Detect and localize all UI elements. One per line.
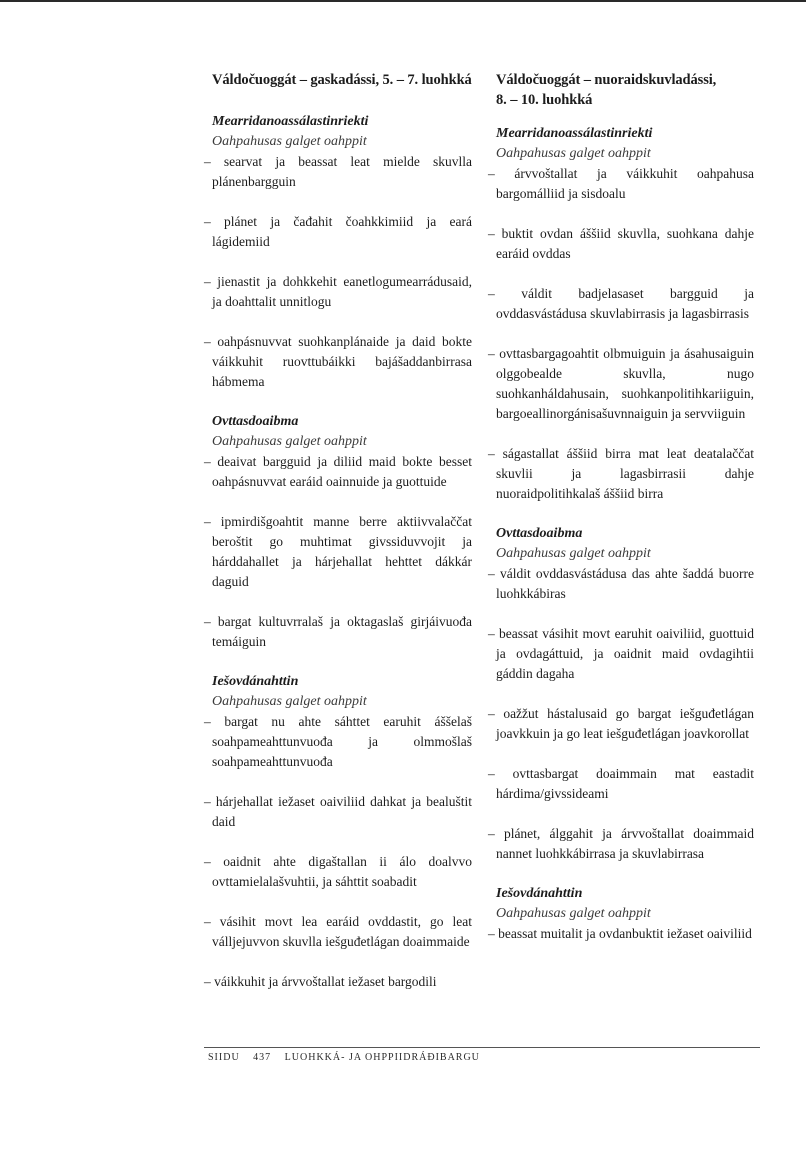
list-item: – oahpásnuvvat suohkanplánaide ja daid bokte váikkuhit ruovttubáikki bajášaddanbirrasa hábmema <box>204 334 472 389</box>
list-item: – vásihit movt lea earáid ovddastit, go leat válljejuvvon skuvlla iešguđetlágan doaimmaide <box>204 914 472 949</box>
running-title: LUOHKKÁ- JA OHPPIIDRÁĐIBARGU <box>284 1052 480 1063</box>
list-item: – árvvoštallat ja váikkuhit oahpahusa bargomálliid ja sisdoalu <box>488 166 754 201</box>
right-section-title: Ovttasdoaibma <box>496 526 583 541</box>
left-column-heading: Váldočuoggát – gaskadássi, 5. – 7. luohkká <box>212 72 472 88</box>
list-item: – searvat ja beassat leat mielde skuvlla plánenbargguin <box>204 154 472 189</box>
list-item: – buktit ovdan áššiid skuvlla, suohkana dahje earáid ovddas <box>488 226 754 261</box>
list-item: – beassat vásihit movt earuhit oaiviliid, guottuid ja ovdagáttuid, ja oaidnit maid ovdagihtii gáddin dagaha <box>488 626 754 681</box>
list-item: – oaidnit ahte digaštallan ii álo doalvvo ovttamielalašvuhtii, ja sáhttit soabadit <box>204 854 472 889</box>
list-item: – beassat muitalit ja ovdanbuktit iežaset oaiviliid <box>488 926 752 941</box>
list-item: – plánet, álggahit ja árvvoštallat doaimmaid nannet luohkkábirrasa ja skuvlabirrasa <box>488 826 754 861</box>
left-section-subtitle: Oahpahusas galget oahppit <box>212 134 367 149</box>
page-label: SIIDU <box>208 1052 240 1063</box>
left-section-subtitle: Oahpahusas galget oahppit <box>212 434 367 449</box>
page-number: 437 <box>253 1052 272 1063</box>
list-item: – jienastit ja dohkkehit eanetlogumearrádusaid, ja doahttalit unnitlogu <box>204 274 472 309</box>
right-column-heading: Váldočuoggát – nuoraidskuvladássi, 8. – 10. luohkká <box>496 72 717 108</box>
list-item: – váldit ovddasvástádusa das ahte šaddá buorre luohkkábiras <box>488 566 754 601</box>
list-item: – váldit badjelasaset bargguid ja ovddasvástádusa skuvlabirrasis ja lagasbirrasis <box>488 286 754 321</box>
right-section-subtitle: Oahpahusas galget oahppit <box>496 546 651 561</box>
top-rule <box>0 0 806 2</box>
list-item: – ovttasbargagoahtit olbmuiguin ja ásahusaiguin olggobealde skuvlla, nugo suohkanháldahusain, suohkanpolitihkariiguin, bargoeallinorgánisašuvnnaiguin ja servviiguin <box>488 346 754 421</box>
list-item: – plánet ja čađahit čoahkkimiid ja eará lágidemiid <box>204 214 472 249</box>
footer-rule <box>204 1047 760 1048</box>
list-item: – oažžut hástalusaid go bargat iešguđetlágan joavkkuin ja go leat iešguđetlágan joavkorollat <box>488 706 754 741</box>
list-item: – váikkuhit ja árvvoštallat iežaset bargodili <box>204 974 437 989</box>
list-item: – ipmirdišgoahtit manne berre aktiivvalaččat beroštit go muhtimat givssiduvvojit ja hárddahallet ja hárjehallat hehttet dákkár daguid <box>204 514 472 589</box>
list-item: – deaivat bargguid ja diliid maid bokte besset oahpásnuvvat earáid oainnuide ja guottuide <box>204 454 472 489</box>
list-item: – hárjehallat iežaset oaiviliid dahkat ja bealuštit daid <box>204 794 472 829</box>
right-section-subtitle: Oahpahusas galget oahppit <box>496 146 651 161</box>
left-section-title: Ovttasdoaibma <box>212 414 299 429</box>
left-section-subtitle: Oahpahusas galget oahppit <box>212 694 367 709</box>
left-section-title: Iešovdánahttin <box>212 674 299 689</box>
left-section-title: Mearridanoassálastinriekti <box>212 114 369 129</box>
list-item: – bargat nu ahte sáhttet earuhit áššelaš soahpameahttunvuođa ja olmmošlaš soahpameahttunvuođa <box>204 714 472 769</box>
right-column <box>488 70 754 964</box>
page-footer <box>208 1052 490 1063</box>
list-item: – ovttasbargat doaimmain mat eastadit hárdima/givssideami <box>488 766 754 801</box>
right-section-subtitle: Oahpahusas galget oahppit <box>496 906 651 921</box>
list-item: – bargat kultuvrralaš ja oktagaslaš girjáivuođa temáiguin <box>204 614 472 649</box>
left-column <box>204 70 472 1012</box>
right-section-title: Iešovdánahttin <box>496 886 583 901</box>
right-section-title: Mearridanoassálastinriekti <box>496 126 653 141</box>
list-item: – ságastallat áššiid birra mat leat deatalaččat skuvlii ja lagasbirrasii dahje nuoraidpolitihkalaš áššiid birra <box>488 446 754 501</box>
